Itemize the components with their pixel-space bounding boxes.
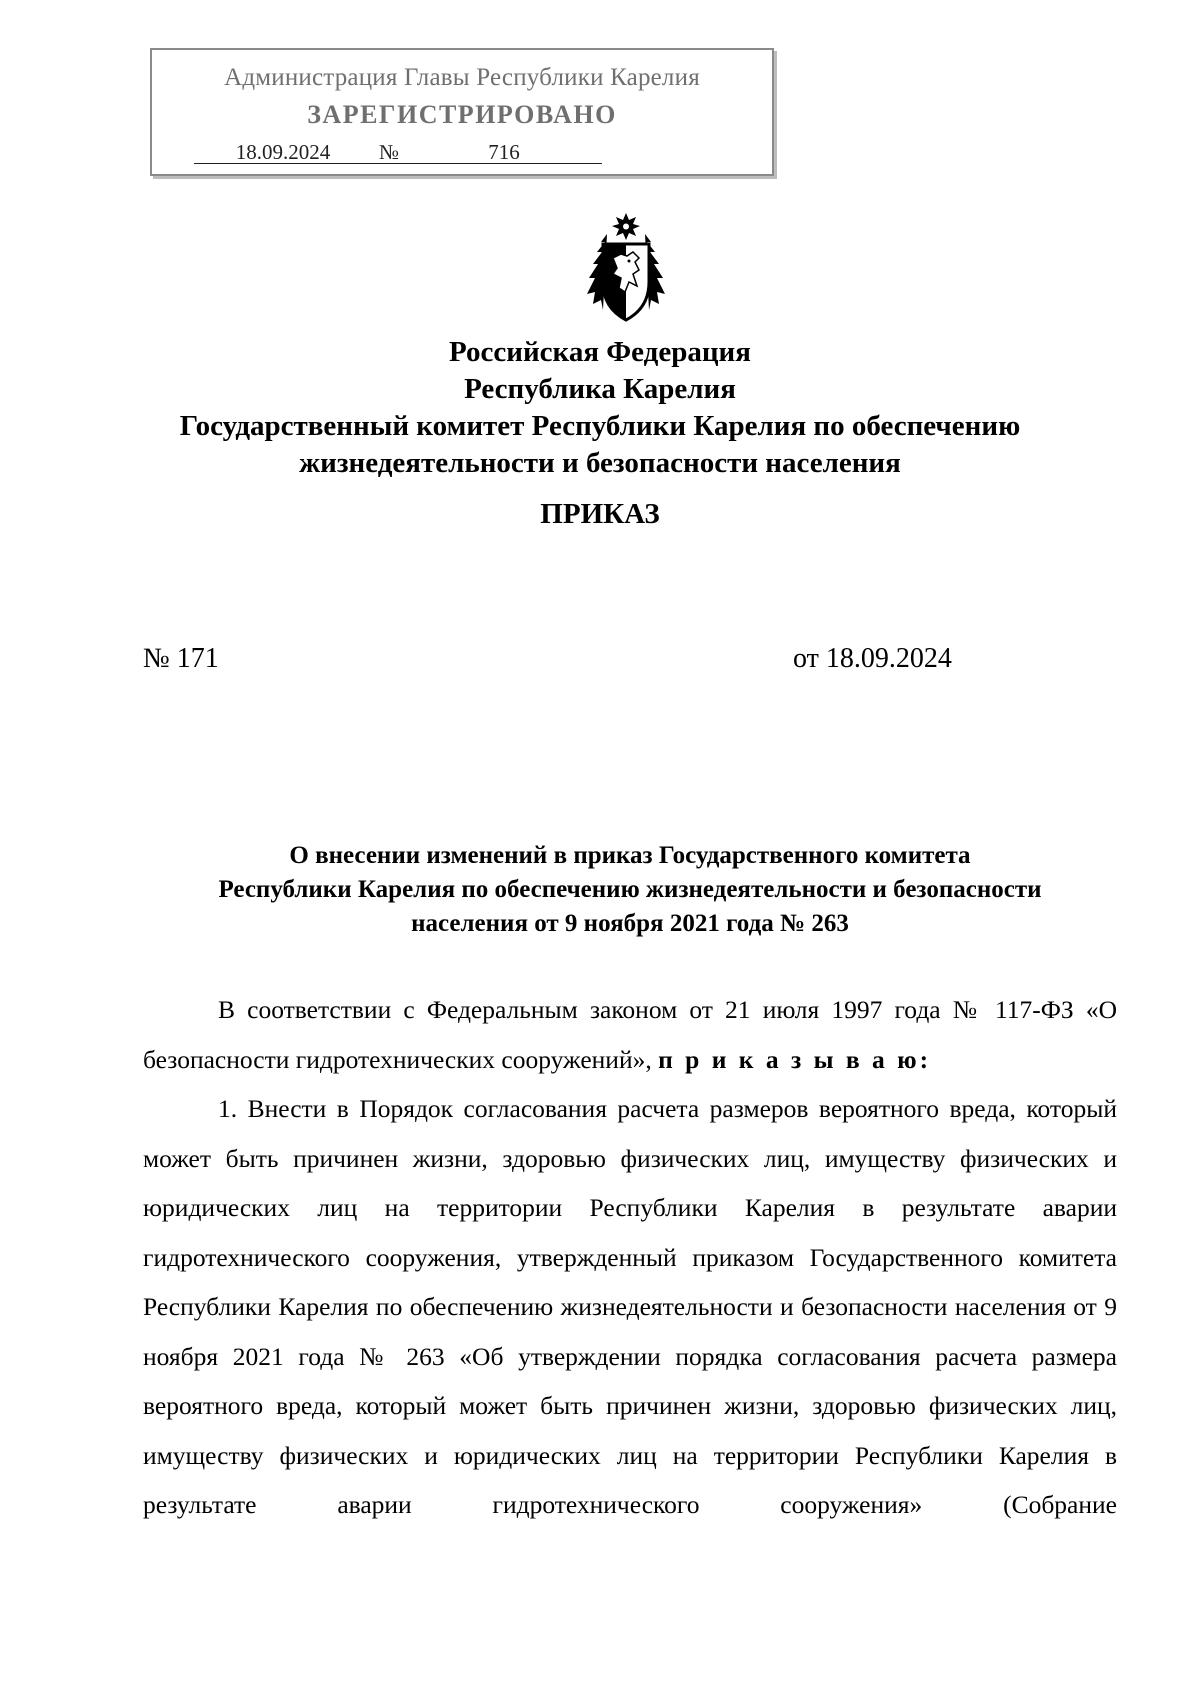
title-line2: Республики Карелия по обеспечению жизнедеятельности и безопасности (218, 876, 1042, 903)
order-number: № 171 (143, 643, 219, 674)
registration-stamp (150, 48, 774, 176)
order-date: от 18.09.2024 (793, 643, 952, 674)
header-committee-line2: жизнедеятельности и безопасности населения (299, 447, 901, 479)
command-word: п р и к а з ы в а ю: (658, 1044, 932, 1074)
header-republic: Республика Карелия (464, 373, 736, 405)
issuer-header (0, 334, 1200, 482)
stamp-status: ЗАРЕГИСТРИРОВАНО (307, 100, 617, 129)
header-committee-line1: Государственный комитет Республики Карелия по обеспечению (179, 410, 1021, 442)
karelia-coat-of-arms-icon (583, 212, 669, 324)
stamp-date: 18.09.2024 (194, 141, 372, 164)
document-title (143, 839, 1117, 941)
paragraph-1-text: В соответствии с Федеральным законом от 21 июля 1997 года № 117-ФЗ «О безопасности гидротехнических сооружений», (143, 995, 1117, 1074)
stamp-number: 716 (406, 141, 602, 164)
stamp-registration-line (194, 140, 602, 165)
document-body (143, 985, 1117, 1530)
document-type: ПРИКАЗ (540, 498, 660, 530)
body-paragraph-1 (143, 985, 1117, 1084)
stamp-number-sign: № (372, 141, 406, 164)
title-line1: О внесении изменений в приказ Государственного комитета (289, 842, 971, 869)
body-paragraph-2: 1. Внести в Порядок согласования расчета размеров вероятного вреда, который может быть причинен жизни, здоровью физических лиц, имуществу физических и юридических лиц на территории Республики Карелия в результате аварии гидротехнического сооружения, утвержденный приказом Государственного комитета Республики Карелия по обеспечению жизнедеятельности и безопасности населения от 9 ноября 2021 года № 263 «Об утверждении порядка согласования расчета размера вероятного вреда, который может быть причинен жизни, здоровью физических лиц, имуществу физических и юридических лиц на территории Республики Карелия в результате аварии гидротехнического сооружения» (Собрание (143, 1094, 1117, 1519)
header-country: Российская Федерация (449, 336, 751, 368)
stamp-organization: Администрация Главы Республики Карелия (224, 64, 700, 91)
title-line3: населения от 9 ноября 2021 года № 263 (411, 910, 849, 937)
